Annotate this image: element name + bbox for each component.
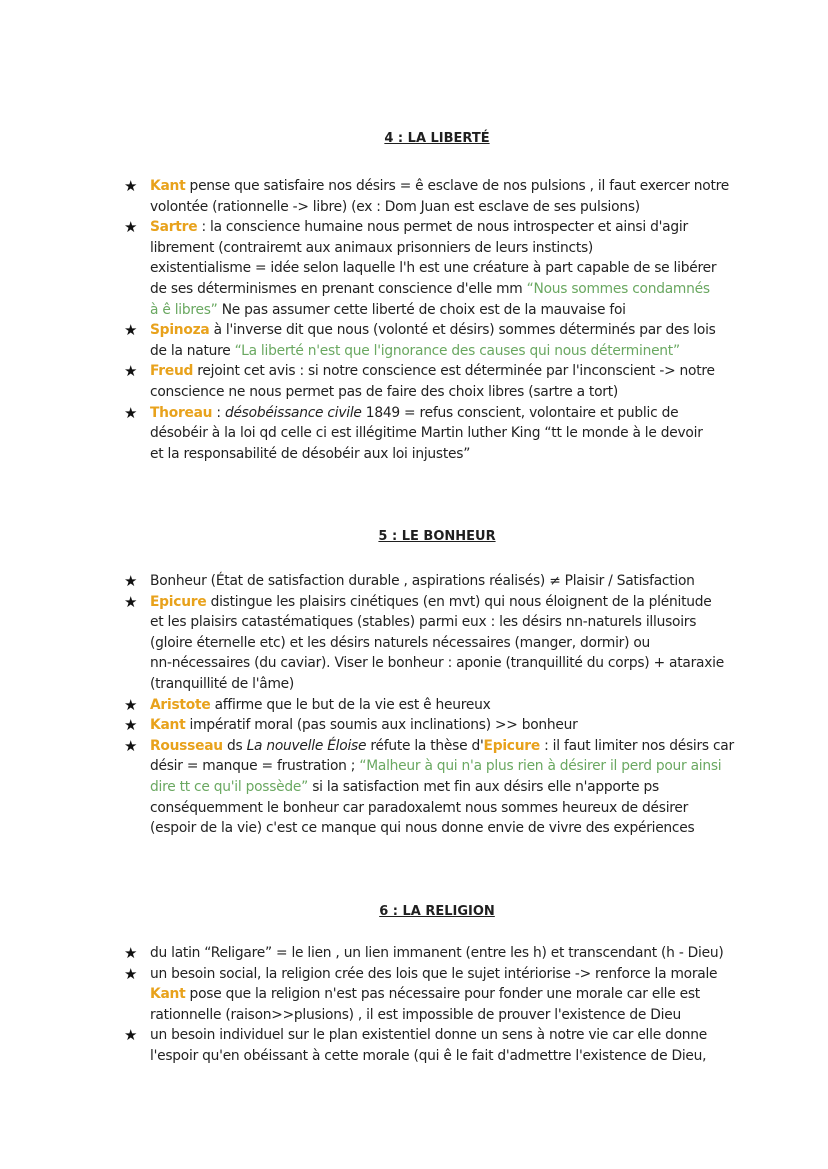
- body-text: : il faut limiter nos désirs car: [539, 737, 734, 754]
- text-line: [150, 592, 764, 613]
- author-name: Epicure: [150, 593, 207, 610]
- body-text: librement (contrairemt aux animaux prisonniers de leurs instincts): [150, 239, 594, 256]
- body-text: existentialisme = idée selon laquelle l'h est une créature à part capable de se libérer: [150, 260, 717, 277]
- author-name: Kant: [150, 178, 186, 194]
- body-text: rejoint cet avis : si notre conscience est déterminée par l'inconscient -> notre: [193, 363, 715, 380]
- bullet-item: [124, 361, 764, 402]
- bullet-item: [124, 964, 764, 1026]
- quote-text: “Malheur à qui n'a plus rien à désirer il perd pour ainsi: [359, 758, 722, 775]
- text-line: [150, 798, 764, 819]
- body-text: : la conscience humaine nous permet de nous introspecter et ainsi d'agir: [197, 219, 688, 236]
- bullet-item: [124, 592, 764, 695]
- star-icon: ★: [124, 1026, 138, 1045]
- text-line: [150, 1025, 764, 1046]
- bullet-item: [124, 715, 764, 736]
- body-text: pense que satisfaire nos désirs = ê esclave de nos pulsions , il faut exercer notre: [185, 178, 729, 194]
- bullet-item: [124, 943, 764, 964]
- star-icon: ★: [124, 592, 138, 611]
- author-name: Rousseau: [150, 737, 223, 754]
- body-text: désir = manque = frustration ;: [150, 758, 360, 775]
- title-text: La nouvelle Éloise: [246, 737, 367, 754]
- star-icon: ★: [124, 716, 138, 735]
- text-line: [150, 653, 764, 674]
- body-text: et la responsabilité de désobéir aux loi injustes”: [150, 445, 471, 462]
- body-text: (espoir de la vie) c'est ce manque qui nous donne envie de vivre des expériences: [150, 820, 695, 837]
- text-line: [150, 571, 764, 592]
- text-line: [150, 197, 764, 218]
- text-line: [150, 403, 764, 424]
- text-line: [150, 756, 764, 777]
- author-name: Spinoza: [150, 322, 210, 339]
- author-name: Thoreau: [150, 404, 213, 421]
- body-text: (gloire éternelle etc) et les désirs naturels nécessaires (manger, dormir) ou: [150, 634, 651, 651]
- bullet-item: [124, 320, 764, 361]
- text-line: [150, 984, 764, 1005]
- body-text: ds: [222, 737, 247, 754]
- text-line: [150, 612, 764, 633]
- body-text: :: [212, 404, 225, 421]
- body-text: l'espoir qu'en obéissant à cette morale (qui ê le fait d'admettre l'existence de Dieu,: [150, 1047, 707, 1064]
- section-title-liberte: 4 : LA LIBERTÉ: [384, 131, 490, 146]
- text-line: [150, 238, 764, 259]
- body-text: volontée (rationnelle -> libre) (ex : Dom Juan est esclave de ses pulsions): [150, 198, 640, 215]
- bullet-item: [124, 403, 764, 465]
- author-name: Sartre: [150, 219, 198, 236]
- section-title-bonheur: 5 : LE BONHEUR: [378, 529, 496, 544]
- author-name: Kant: [150, 986, 186, 1003]
- body-text: du latin “Religare” = le lien , un lien immanent (entre les h) et transcendant (h - Dieu): [150, 945, 724, 961]
- author-name: Freud: [150, 363, 194, 380]
- text-line: [150, 341, 764, 362]
- text-line: [150, 1046, 764, 1067]
- bullet-item: [124, 695, 764, 716]
- star-icon: ★: [124, 321, 138, 340]
- bullet-list-liberte: [124, 176, 764, 464]
- body-text: de la nature: [150, 342, 235, 359]
- text-line: [150, 818, 764, 839]
- text-line: [150, 176, 764, 197]
- bullet-list-bonheur: [124, 571, 764, 839]
- body-text: si la satisfaction met fin aux désirs elle n'apporte ps: [308, 778, 659, 795]
- text-line: [150, 674, 764, 695]
- text-line: [150, 715, 764, 736]
- bullet-item: [124, 571, 764, 592]
- title-text: désobéissance civile: [224, 404, 362, 421]
- quote-text: “La liberté n'est que l'ignorance des causes qui nous déterminent”: [234, 342, 680, 359]
- star-icon: ★: [124, 695, 138, 714]
- body-text: réfute la thèse d': [366, 737, 484, 754]
- text-line: [150, 423, 764, 444]
- text-line: [150, 300, 764, 321]
- body-text: et les plaisirs catastématiques (stables) parmi eux : les désirs nn-naturels illusoirs: [150, 614, 697, 631]
- star-icon: ★: [124, 362, 138, 381]
- body-text: pose que la religion n'est pas nécessaire pour fonder une morale car elle est: [185, 986, 700, 1003]
- star-icon: ★: [124, 572, 138, 590]
- body-text: à l'inverse dit que nous (volonté et désirs) sommes déterminés par des lois: [209, 322, 716, 339]
- bullet-list-religion: [124, 943, 764, 1067]
- quote-text: dire tt ce qu'il possède”: [150, 778, 309, 795]
- body-text: distingue les plaisirs cinétiques (en mvt) qui nous éloignent de la plénitude: [206, 593, 712, 610]
- author-name: Kant: [150, 717, 186, 734]
- body-text: conséquemment le bonheur car paradoxalemt nous sommes heureux de désirer: [150, 799, 689, 816]
- star-icon: ★: [124, 403, 138, 422]
- body-text: nn-nécessaires (du caviar). Viser le bonheur : aponie (tranquillité du corps) + ataraxie: [150, 655, 724, 672]
- quote-text: à ê libres”: [150, 301, 218, 318]
- bullet-item: [124, 1025, 764, 1066]
- star-icon: ★: [124, 964, 138, 983]
- bullet-item: [124, 176, 764, 217]
- author-name: Epicure: [483, 737, 540, 754]
- quote-text: “Nous sommes condamnés: [526, 280, 710, 297]
- text-line: [150, 258, 764, 279]
- text-line: [150, 361, 764, 382]
- text-line: [150, 279, 764, 300]
- body-text: 1849 = refus conscient, volontaire et public de: [361, 404, 679, 421]
- body-text: (tranquillité de l'âme): [150, 675, 295, 692]
- text-line: [150, 444, 764, 465]
- text-line: [150, 633, 764, 654]
- text-line: [150, 964, 764, 985]
- body-text: un besoin social, la religion crée des lois que le sujet intériorise -> renforce la morale: [150, 965, 718, 982]
- body-text: désobéir à la loi qd celle ci est illégitime Martin luther King “tt le monde à le devoir: [150, 425, 703, 442]
- star-icon: ★: [124, 736, 138, 755]
- author-name: Aristote: [150, 696, 211, 713]
- text-line: [150, 1005, 764, 1026]
- star-icon: ★: [124, 944, 138, 962]
- text-line: [150, 736, 764, 757]
- text-line: [150, 217, 764, 238]
- body-text: rationnelle (raison>>plusions) , il est impossible de prouver l'existence de Dieu: [150, 1006, 681, 1023]
- body-text: de ses déterminismes en prenant conscience d'elle mm: [150, 280, 527, 297]
- text-line: [150, 777, 764, 798]
- text-line: [150, 943, 764, 964]
- text-line: [150, 320, 764, 341]
- bullet-item: [124, 217, 764, 320]
- body-text: conscience ne nous permet pas de faire des choix libres (sartre a tort): [150, 383, 618, 400]
- star-icon: ★: [124, 218, 138, 237]
- body-text: impératif moral (pas soumis aux inclinations) >> bonheur: [185, 717, 578, 734]
- body-text: un besoin individuel sur le plan existentiel donne un sens à notre vie car elle donne: [150, 1027, 708, 1044]
- body-text: Ne pas assumer cette liberté de choix est de la mauvaise foi: [217, 301, 626, 318]
- text-line: [150, 695, 764, 716]
- body-text: Bonheur (État de satisfaction durable , aspirations réalisés) ≠ Plaisir / Satisfaction: [150, 573, 695, 589]
- bullet-item: [124, 736, 764, 839]
- section-title-religion: 6 : LA RELIGION: [379, 904, 495, 919]
- text-line: [150, 382, 764, 403]
- body-text: affirme que le but de la vie est ê heureux: [210, 696, 491, 713]
- star-icon: ★: [124, 177, 138, 195]
